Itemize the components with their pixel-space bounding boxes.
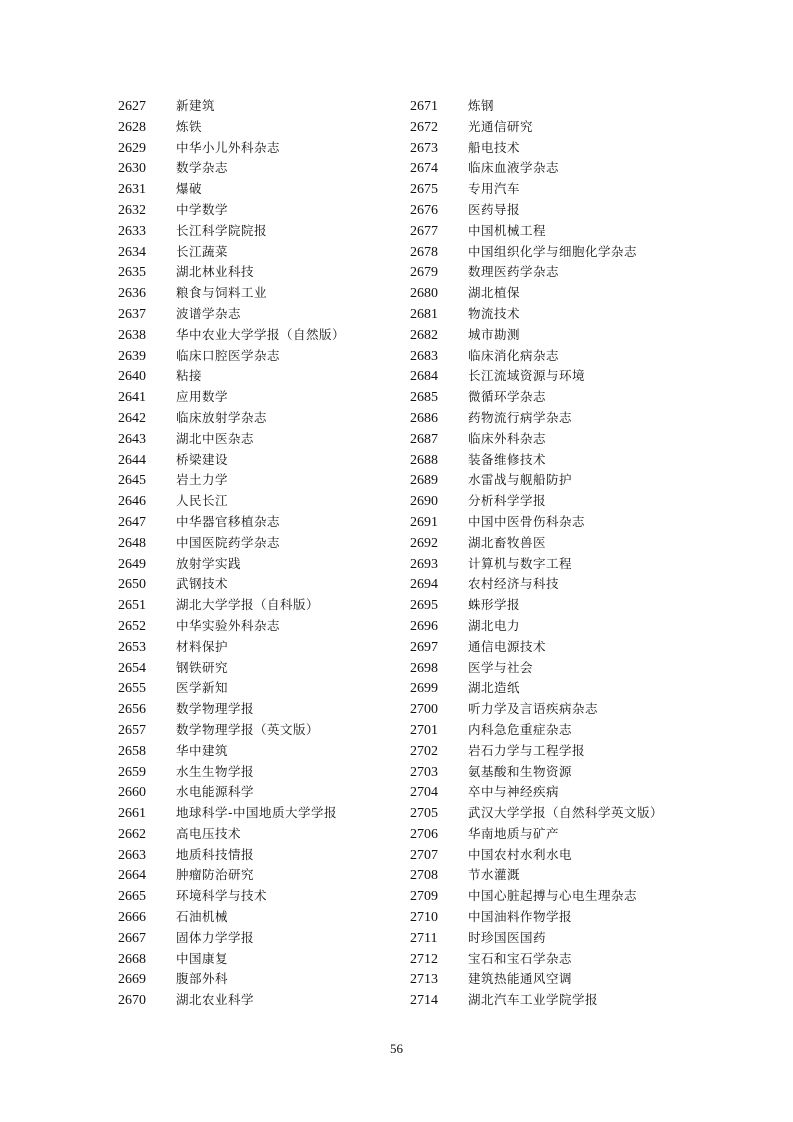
list-item bbox=[410, 117, 710, 138]
journal-name: 高电压技术 bbox=[176, 825, 242, 841]
journal-list-right bbox=[410, 96, 710, 1011]
list-item bbox=[410, 366, 710, 387]
entry-number: 2647 bbox=[118, 514, 146, 530]
list-item bbox=[410, 242, 710, 263]
list-item bbox=[118, 678, 418, 699]
list-item bbox=[410, 616, 710, 637]
entry-number: 2643 bbox=[118, 431, 146, 447]
list-item bbox=[118, 824, 418, 845]
entry-number: 2703 bbox=[410, 764, 438, 780]
entry-number: 2627 bbox=[118, 99, 146, 114]
journal-name: 临床放射学杂志 bbox=[176, 409, 268, 425]
list-item bbox=[118, 574, 418, 595]
entry-number: 2711 bbox=[410, 930, 438, 946]
entry-number: 2705 bbox=[410, 806, 438, 822]
list-item bbox=[118, 429, 418, 450]
list-item bbox=[410, 678, 710, 699]
list-item bbox=[410, 96, 710, 117]
entry-number: 2651 bbox=[118, 598, 146, 614]
entry-number: 2640 bbox=[118, 369, 146, 385]
journal-name: 湖北植保 bbox=[468, 285, 521, 301]
list-item bbox=[118, 408, 418, 429]
list-item bbox=[118, 346, 418, 367]
journal-name: 石油机械 bbox=[176, 909, 229, 925]
list-item bbox=[410, 865, 710, 886]
entry-number: 2714 bbox=[410, 993, 438, 1009]
list-item bbox=[410, 928, 710, 949]
entry-number: 2656 bbox=[118, 702, 146, 718]
entry-number: 2679 bbox=[410, 265, 438, 281]
entry-number: 2702 bbox=[410, 743, 438, 759]
list-item bbox=[118, 512, 418, 533]
list-item bbox=[410, 179, 710, 200]
journal-name: 湖北电力 bbox=[468, 617, 521, 633]
journal-name: 中华实验外科杂志 bbox=[176, 617, 281, 633]
list-item bbox=[410, 304, 710, 325]
entry-number: 2676 bbox=[410, 202, 438, 218]
journal-name: 中国组织化学与细胞化学杂志 bbox=[468, 243, 638, 259]
journal-name: 专用汽车 bbox=[468, 181, 521, 197]
journal-name: 分析科学学报 bbox=[468, 493, 547, 509]
journal-name: 长江科学院院报 bbox=[176, 222, 268, 238]
list-item bbox=[118, 720, 418, 741]
journal-name: 钢铁研究 bbox=[176, 659, 229, 675]
entry-number: 2630 bbox=[118, 161, 146, 177]
entry-number: 2681 bbox=[410, 306, 438, 322]
journal-name: 城市勘测 bbox=[468, 326, 521, 342]
entry-number: 2659 bbox=[118, 764, 146, 780]
journal-name: 爆破 bbox=[176, 181, 203, 197]
entry-number: 2696 bbox=[410, 618, 438, 634]
list-item bbox=[118, 262, 418, 283]
journal-name: 中国农村水利水电 bbox=[468, 846, 573, 862]
journal-name: 临床外科杂志 bbox=[468, 430, 547, 446]
journal-name: 建筑热能通风空调 bbox=[468, 971, 573, 987]
entry-number: 2633 bbox=[118, 223, 146, 239]
journal-name: 卒中与神经疾病 bbox=[468, 784, 560, 800]
list-item bbox=[118, 325, 418, 346]
entry-number: 2663 bbox=[118, 847, 146, 863]
list-item bbox=[118, 96, 418, 117]
journal-name: 氨基酸和生物资源 bbox=[468, 763, 573, 779]
entry-number: 2693 bbox=[410, 556, 438, 572]
journal-name: 岩土力学 bbox=[176, 472, 229, 488]
list-item bbox=[118, 616, 418, 637]
list-item bbox=[118, 470, 418, 491]
list-item bbox=[410, 969, 710, 990]
entry-number: 2653 bbox=[118, 639, 146, 655]
entry-number: 2660 bbox=[118, 785, 146, 801]
list-item bbox=[118, 491, 418, 512]
entry-number: 2692 bbox=[410, 535, 438, 551]
entry-number: 2652 bbox=[118, 618, 146, 634]
page-number: 56 bbox=[390, 1041, 403, 1056]
list-item bbox=[410, 845, 710, 866]
journal-name: 光通信研究 bbox=[468, 118, 534, 134]
journal-name: 肿瘤防治研究 bbox=[176, 867, 255, 883]
entry-number: 2691 bbox=[410, 514, 438, 530]
entry-number: 2664 bbox=[118, 868, 146, 884]
list-item bbox=[410, 574, 710, 595]
journal-name: 药物流行病学杂志 bbox=[468, 409, 573, 425]
entry-number: 2655 bbox=[118, 681, 146, 697]
journal-name: 水生生物学报 bbox=[176, 763, 255, 779]
entry-number: 2650 bbox=[118, 577, 146, 593]
journal-name: 材料保护 bbox=[176, 638, 229, 654]
journal-name: 宝石和宝石学杂志 bbox=[468, 950, 573, 966]
list-item bbox=[118, 283, 418, 304]
journal-name: 华中农业大学学报（自然版） bbox=[176, 326, 346, 342]
journal-name: 新建筑 bbox=[176, 98, 216, 113]
list-item bbox=[118, 387, 418, 408]
journal-name: 波谱学杂志 bbox=[176, 305, 242, 321]
journal-name: 中国康复 bbox=[176, 950, 229, 966]
entry-number: 2699 bbox=[410, 681, 438, 697]
entry-number: 2698 bbox=[410, 660, 438, 676]
list-item bbox=[118, 949, 418, 970]
journal-name: 中华器官移植杂志 bbox=[176, 513, 281, 529]
entry-number: 2709 bbox=[410, 889, 438, 905]
list-item bbox=[118, 637, 418, 658]
entry-number: 2685 bbox=[410, 390, 438, 406]
journal-name: 时珍国医国药 bbox=[468, 929, 547, 945]
entry-number: 2665 bbox=[118, 889, 146, 905]
entry-number: 2669 bbox=[118, 972, 146, 988]
journal-name: 中国油料作物学报 bbox=[468, 909, 573, 925]
journal-name: 数学物理学报 bbox=[176, 701, 255, 717]
journal-name: 腹部外科 bbox=[176, 971, 229, 987]
list-item bbox=[118, 845, 418, 866]
journal-name: 湖北中医杂志 bbox=[176, 430, 255, 446]
entry-number: 2649 bbox=[118, 556, 146, 572]
entry-number: 2689 bbox=[410, 473, 438, 489]
list-item bbox=[410, 533, 710, 554]
journal-name: 长江流域资源与环境 bbox=[468, 368, 586, 384]
list-item bbox=[410, 408, 710, 429]
list-item bbox=[118, 865, 418, 886]
journal-name: 医学与社会 bbox=[468, 659, 534, 675]
entry-number: 2700 bbox=[410, 702, 438, 718]
journal-name: 水电能源科学 bbox=[176, 784, 255, 800]
entry-number: 2678 bbox=[410, 244, 438, 260]
entry-number: 2661 bbox=[118, 806, 146, 822]
list-item bbox=[410, 637, 710, 658]
journal-name: 湖北畜牧兽医 bbox=[468, 534, 547, 550]
journal-name: 临床消化病杂志 bbox=[468, 347, 560, 363]
journal-name: 医学新知 bbox=[176, 680, 229, 696]
list-item bbox=[410, 741, 710, 762]
list-item bbox=[118, 366, 418, 387]
journal-name: 中国医院药学杂志 bbox=[176, 534, 281, 550]
list-item bbox=[118, 242, 418, 263]
entry-number: 2682 bbox=[410, 327, 438, 343]
entry-number: 2688 bbox=[410, 452, 438, 468]
entry-number: 2687 bbox=[410, 431, 438, 447]
journal-name: 数理医药学杂志 bbox=[468, 264, 560, 280]
journal-name: 武汉大学学报（自然科学英文版） bbox=[468, 805, 664, 821]
journal-name: 船电技术 bbox=[468, 139, 521, 155]
journal-name: 湖北汽车工业学院学报 bbox=[468, 992, 599, 1008]
journal-name: 武钢技术 bbox=[176, 576, 229, 592]
entry-number: 2667 bbox=[118, 930, 146, 946]
entry-number: 2670 bbox=[118, 993, 146, 1009]
list-item bbox=[118, 699, 418, 720]
journal-name: 物流技术 bbox=[468, 305, 521, 321]
list-item bbox=[118, 554, 418, 575]
journal-name: 节水灌溉 bbox=[468, 867, 521, 883]
entry-number: 2690 bbox=[410, 494, 438, 510]
journal-name: 中国心脏起搏与心电生理杂志 bbox=[468, 888, 638, 904]
journal-name: 环境科学与技术 bbox=[176, 888, 268, 904]
entry-number: 2697 bbox=[410, 639, 438, 655]
journal-name: 中华小儿外科杂志 bbox=[176, 139, 281, 155]
list-item bbox=[410, 450, 710, 471]
journal-name: 中学数学 bbox=[176, 201, 229, 217]
entry-number: 2668 bbox=[118, 951, 146, 967]
entry-number: 2657 bbox=[118, 722, 146, 738]
list-item bbox=[410, 158, 710, 179]
entry-number: 2680 bbox=[410, 286, 438, 302]
list-item bbox=[410, 429, 710, 450]
list-item bbox=[410, 595, 710, 616]
entry-number: 2629 bbox=[118, 140, 146, 156]
list-item bbox=[410, 262, 710, 283]
journal-name: 装备维修技术 bbox=[468, 451, 547, 467]
list-item bbox=[410, 138, 710, 159]
journal-name: 岩石力学与工程学报 bbox=[468, 742, 586, 758]
entry-number: 2632 bbox=[118, 202, 146, 218]
journal-name: 水雷战与舰船防护 bbox=[468, 472, 573, 488]
list-item bbox=[118, 158, 418, 179]
list-item bbox=[410, 762, 710, 783]
entry-number: 2677 bbox=[410, 223, 438, 239]
entry-number: 2662 bbox=[118, 826, 146, 842]
list-item bbox=[410, 699, 710, 720]
list-item bbox=[118, 200, 418, 221]
entry-number: 2638 bbox=[118, 327, 146, 343]
list-item bbox=[410, 512, 710, 533]
entry-number: 2674 bbox=[410, 161, 438, 177]
entry-number: 2628 bbox=[118, 119, 146, 135]
list-item bbox=[118, 969, 418, 990]
list-item bbox=[410, 658, 710, 679]
entry-number: 2695 bbox=[410, 598, 438, 614]
journal-name: 粮食与饲料工业 bbox=[176, 285, 268, 301]
journal-list-left bbox=[118, 96, 418, 1011]
entry-number: 2684 bbox=[410, 369, 438, 385]
list-item bbox=[118, 658, 418, 679]
entry-number: 2644 bbox=[118, 452, 146, 468]
journal-name: 炼铁 bbox=[176, 118, 203, 134]
journal-name: 听力学及言语疾病杂志 bbox=[468, 701, 599, 717]
list-item bbox=[118, 304, 418, 325]
list-item bbox=[118, 741, 418, 762]
list-item bbox=[118, 595, 418, 616]
entry-number: 2671 bbox=[410, 99, 438, 114]
list-item bbox=[118, 533, 418, 554]
list-item bbox=[410, 824, 710, 845]
journal-name: 计算机与数字工程 bbox=[468, 555, 573, 571]
entry-number: 2686 bbox=[410, 410, 438, 426]
list-item bbox=[410, 221, 710, 242]
journal-name: 华南地质与矿产 bbox=[468, 825, 560, 841]
entry-number: 2712 bbox=[410, 951, 438, 967]
list-item bbox=[118, 117, 418, 138]
entry-number: 2642 bbox=[118, 410, 146, 426]
list-item bbox=[410, 325, 710, 346]
journal-name: 微循环学杂志 bbox=[468, 389, 547, 405]
list-item bbox=[118, 907, 418, 928]
list-item bbox=[118, 782, 418, 803]
journal-name: 内科急危重症杂志 bbox=[468, 721, 573, 737]
entry-number: 2701 bbox=[410, 722, 438, 738]
journal-name: 人民长江 bbox=[176, 493, 229, 509]
entry-number: 2710 bbox=[410, 910, 438, 926]
list-item bbox=[410, 907, 710, 928]
entry-number: 2648 bbox=[118, 535, 146, 551]
list-item bbox=[410, 720, 710, 741]
list-item bbox=[410, 803, 710, 824]
list-item bbox=[118, 138, 418, 159]
journal-name: 临床血液学杂志 bbox=[468, 160, 560, 176]
list-item bbox=[410, 491, 710, 512]
journal-name: 应用数学 bbox=[176, 389, 229, 405]
entry-number: 2637 bbox=[118, 306, 146, 322]
journal-name: 通信电源技术 bbox=[468, 638, 547, 654]
journal-name: 固体力学学报 bbox=[176, 929, 255, 945]
journal-name: 放射学实践 bbox=[176, 555, 242, 571]
list-item bbox=[118, 762, 418, 783]
journal-name: 数学杂志 bbox=[176, 160, 229, 176]
journal-name: 蛛形学报 bbox=[468, 597, 521, 613]
entry-number: 2631 bbox=[118, 182, 146, 198]
journal-name: 农村经济与科技 bbox=[468, 576, 560, 592]
journal-name: 中国机械工程 bbox=[468, 222, 547, 238]
journal-name: 湖北大学学报（自科版） bbox=[176, 597, 320, 613]
list-item bbox=[410, 949, 710, 970]
entry-number: 2636 bbox=[118, 286, 146, 302]
journal-name: 湖北农业科学 bbox=[176, 992, 255, 1008]
list-item bbox=[410, 283, 710, 304]
entry-number: 2639 bbox=[118, 348, 146, 364]
list-item bbox=[410, 782, 710, 803]
journal-name: 湖北造纸 bbox=[468, 680, 521, 696]
journal-name: 桥梁建设 bbox=[176, 451, 229, 467]
journal-name: 炼钢 bbox=[468, 98, 495, 113]
list-item bbox=[410, 200, 710, 221]
list-item bbox=[410, 387, 710, 408]
entry-number: 2707 bbox=[410, 847, 438, 863]
list-item bbox=[118, 803, 418, 824]
entry-number: 2672 bbox=[410, 119, 438, 135]
list-item bbox=[118, 928, 418, 949]
list-item bbox=[118, 221, 418, 242]
entry-number: 2706 bbox=[410, 826, 438, 842]
list-item bbox=[410, 990, 710, 1011]
entry-number: 2683 bbox=[410, 348, 438, 364]
entry-number: 2641 bbox=[118, 390, 146, 406]
list-item bbox=[410, 554, 710, 575]
entry-number: 2645 bbox=[118, 473, 146, 489]
journal-name: 粘接 bbox=[176, 368, 203, 384]
entry-number: 2675 bbox=[410, 182, 438, 198]
entry-number: 2646 bbox=[118, 494, 146, 510]
entry-number: 2634 bbox=[118, 244, 146, 260]
entry-number: 2704 bbox=[410, 785, 438, 801]
journal-name: 湖北林业科技 bbox=[176, 264, 255, 280]
journal-name: 中国中医骨伤科杂志 bbox=[468, 513, 586, 529]
list-item bbox=[410, 346, 710, 367]
entry-number: 2658 bbox=[118, 743, 146, 759]
journal-name: 数学物理学报（英文版） bbox=[176, 721, 320, 737]
entry-number: 2654 bbox=[118, 660, 146, 676]
list-item bbox=[118, 179, 418, 200]
list-item bbox=[410, 470, 710, 491]
list-item bbox=[410, 886, 710, 907]
journal-name: 地质科技情报 bbox=[176, 846, 255, 862]
entry-number: 2694 bbox=[410, 577, 438, 593]
entry-number: 2635 bbox=[118, 265, 146, 281]
journal-name: 华中建筑 bbox=[176, 742, 229, 758]
list-item bbox=[118, 990, 418, 1011]
journal-name: 地球科学-中国地质大学学报 bbox=[176, 805, 338, 821]
journal-name: 长江蔬菜 bbox=[176, 243, 229, 259]
journal-name: 临床口腔医学杂志 bbox=[176, 347, 281, 363]
journal-name: 医药导报 bbox=[468, 201, 521, 217]
entry-number: 2713 bbox=[410, 972, 438, 988]
list-item bbox=[118, 886, 418, 907]
list-item bbox=[118, 450, 418, 471]
entry-number: 2673 bbox=[410, 140, 438, 156]
entry-number: 2666 bbox=[118, 910, 146, 926]
entry-number: 2708 bbox=[410, 868, 438, 884]
